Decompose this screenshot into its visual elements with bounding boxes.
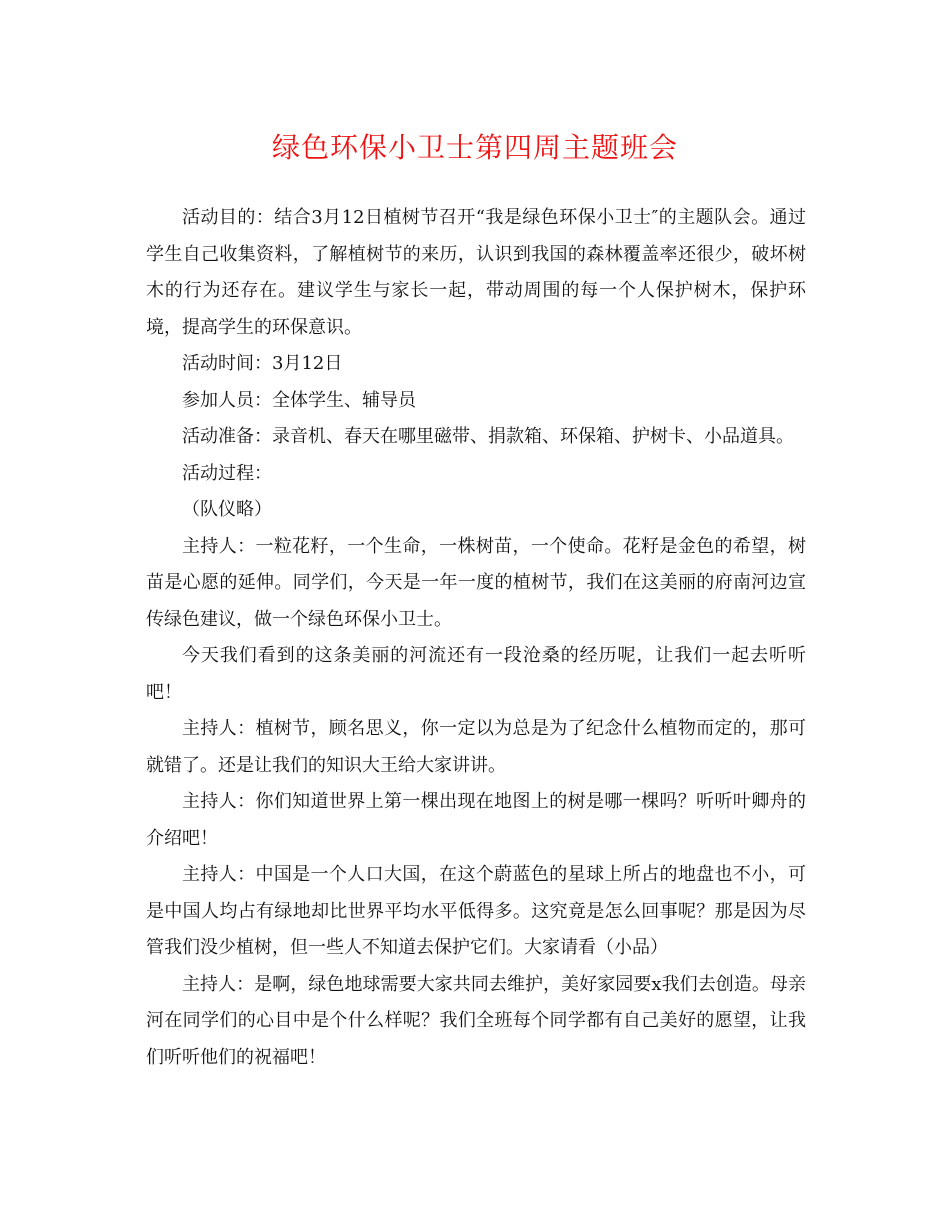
- paragraph-host-opening: 主持人：一粒花籽，一个生命，一株树苗，一个使命。花籽是金色的希望，树苗是心愿的延伸。同学们，今天是一年一度的植树节，我们在这美丽的府南河边宣传绿色建议，做一个绿色环保小卫士。: [146, 535, 806, 630]
- paragraph-host-closing: 主持人：是啊，绿色地球需要大家共同去维护，美好家园要x我们去创造。母亲河在同学们的心目中是个什么样呢？我们全班每个同学都有自己美好的愿望，让我们听听他们的祝福吧！: [146, 973, 806, 1068]
- paragraph-host-first-tree: 主持人：你们知道世界上第一棵出现在地图上的树是哪一棵吗？听听叶卿舟的介绍吧！: [146, 791, 806, 849]
- paragraph-host-china-greenland: 主持人：中国是一个人口大国，在这个蔚蓝色的星球上所占的地盘也不小，可是中国人均占有绿地却比世界平均水平低得多。这究竟是怎么回事呢？那是因为尽管我们没少植树，但一些人不知道去保护它们。大家请看（小品）: [146, 864, 806, 958]
- document-title: 绿色环保小卫士第四周主题班会: [271, 131, 678, 164]
- paragraph-time: 活动时间：3月12日: [182, 353, 343, 374]
- paragraph-ceremony-note: （队仪略）: [182, 499, 272, 520]
- paragraph-host-arbor-day: 主持人：植树节，顾名思义，你一定以为总是为了纪念什么植物而定的，那可就错了。还是让我们的知识大王给大家讲讲。: [146, 718, 806, 776]
- paragraph-river-story: 今天我们看到的这条美丽的河流还有一段沧桑的经历呢，让我们一起去听听吧！: [146, 645, 806, 703]
- paragraph-process-heading: 活动过程：: [182, 462, 272, 484]
- document-body: [146, 200, 806, 1076]
- paragraph-purpose: 活动目的：结合3月12日植树节召开“我是绿色环保小卫士″的主题队会。通过学生自己收集资料，了解植树节的来历，认识到我国的森林覆盖率还很少，破坏树木的行为还存在。建议学生与家长一起，带动周围的每一个人保护树木，保护环境，提高学生的环保意识。: [146, 207, 806, 338]
- paragraph-participants: 参加人员：全体学生、辅导员: [182, 389, 416, 411]
- paragraph-preparation: 活动准备：录音机、春天在哪里磁带、捐款箱、环保箱、护树卡、小品道具。: [182, 426, 794, 447]
